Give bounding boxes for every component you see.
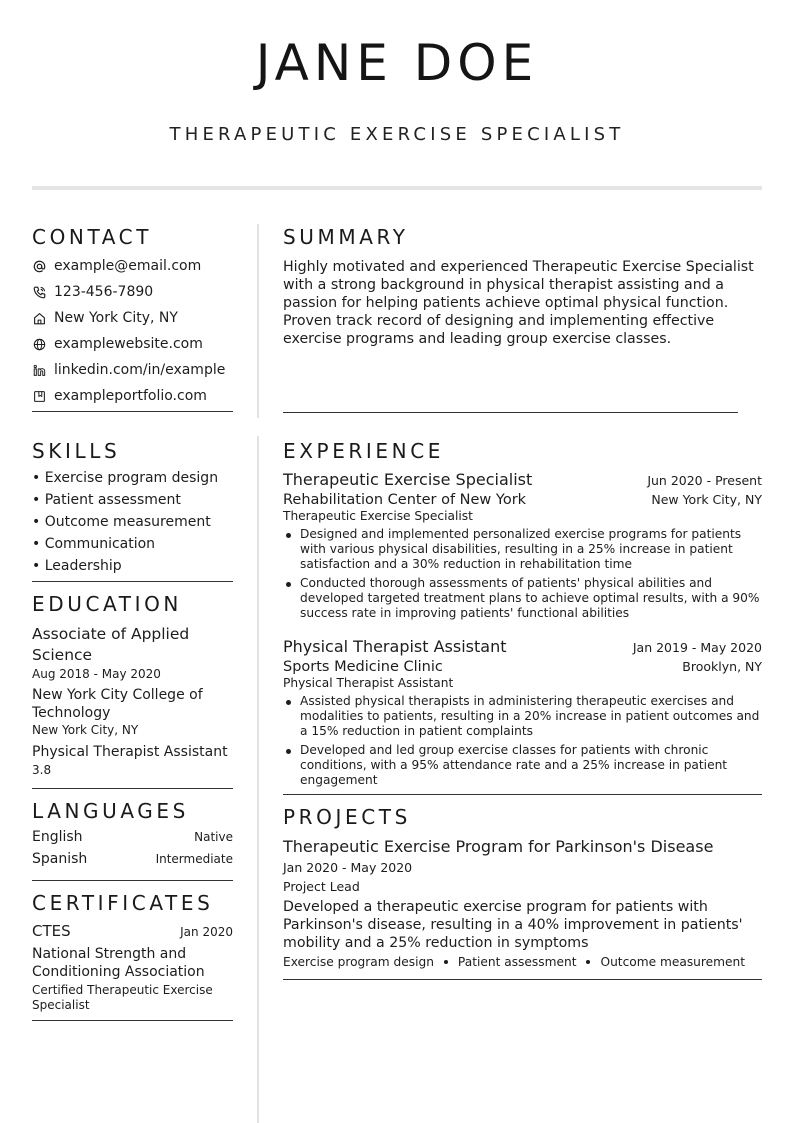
- portfolio-icon: [32, 389, 46, 403]
- tag-separator: [444, 960, 448, 964]
- language-name: English: [32, 829, 83, 845]
- languages-section: [32, 799, 233, 881]
- job-bullet: Conducted thorough assessments of patients' physical abilities and developed targeted treatment plans to achieve optimal results, with a 90% success rate in improving patients' functional abilities: [283, 576, 762, 621]
- contact-website-text: examplewebsite.com: [54, 336, 203, 352]
- candidate-name: JANE DOE: [255, 34, 539, 92]
- education-divider: [32, 788, 233, 789]
- right-column: [283, 224, 762, 980]
- languages-heading: LANGUAGES: [32, 799, 189, 823]
- experience-section: [283, 439, 762, 795]
- left-column: [32, 224, 233, 1021]
- experience-divider: [283, 794, 762, 795]
- project-role: Project Lead: [283, 879, 360, 894]
- contact-linkedin-text: linkedin.com/in/example: [54, 362, 226, 378]
- summary-section: [283, 225, 762, 413]
- skill-item: • Leadership: [32, 558, 122, 574]
- language-row: [32, 851, 233, 873]
- certificates-divider: [32, 1020, 233, 1021]
- education-gpa: 3.8: [32, 763, 52, 777]
- project-tag: Patient assessment: [457, 955, 577, 969]
- education-degree: Associate of Applied Science: [32, 625, 190, 664]
- skills-heading: SKILLS: [32, 439, 121, 463]
- certificates-heading: CERTIFICATES: [32, 891, 214, 915]
- language-level: Intermediate: [155, 852, 233, 866]
- job-bullet: Assisted physical therapists in administering therapeutic exercises and modalities to patients, resulting in a 20% increase in patient outcomes and a 15% reduction in patient complaints: [283, 694, 762, 739]
- contact-email[interactable]: [32, 253, 233, 279]
- projects-section: [283, 805, 762, 980]
- job-company: Rehabilitation Center of New York: [283, 492, 527, 508]
- certificate-full-name: Certified Therapeutic Exercise Specialist: [32, 983, 213, 1012]
- contact-list: [32, 253, 233, 409]
- project-title: Therapeutic Exercise Program for Parkinson's Disease: [283, 837, 714, 856]
- project-description: Developed a therapeutic exercise program for patients with Parkinson's disease, resulting in a 40% improvement in patients' mobility and a 25% reduction in symptoms: [283, 899, 743, 951]
- contact-phone-text: 123-456-7890: [54, 284, 154, 300]
- job-title: Therapeutic Exercise Specialist: [283, 470, 533, 489]
- home-icon: [32, 311, 46, 325]
- contact-section: [32, 225, 233, 412]
- certificate-name: CTES: [32, 922, 71, 940]
- project-tag: Exercise program design: [283, 955, 434, 969]
- contact-email-text: example@email.com: [54, 258, 202, 274]
- contact-phone[interactable]: [32, 279, 233, 305]
- experience-item: [283, 637, 762, 788]
- certificates-section: [32, 891, 233, 1021]
- certificate-date: Jan 2020: [180, 925, 233, 939]
- language-row: [32, 829, 233, 851]
- experience-item: [283, 470, 762, 621]
- project-dates: Jan 2020 - May 2020: [283, 860, 413, 875]
- phone-icon: [32, 285, 46, 299]
- skills-list: [32, 468, 233, 578]
- experience-heading: EXPERIENCE: [283, 439, 445, 463]
- education-location: New York City, NY: [32, 723, 139, 737]
- at-icon: [32, 259, 46, 273]
- summary-heading: SUMMARY: [283, 225, 409, 249]
- job-bullet: Developed and led group exercise classes for patients with chronic conditions, with a 95% attendance rate and a 25% increase in patient engagement: [283, 743, 762, 788]
- education-section: [32, 592, 233, 789]
- header-divider: [32, 186, 762, 190]
- project-tag: Outcome measurement: [600, 955, 746, 969]
- skill-item: • Communication: [32, 536, 156, 552]
- contact-divider: [32, 411, 233, 412]
- job-dates: Jun 2020 - Present: [647, 473, 762, 488]
- job-bullets: [283, 527, 762, 621]
- projects-divider: [283, 979, 762, 980]
- job-role: Physical Therapist Assistant: [283, 676, 454, 690]
- project-tags: [283, 955, 762, 969]
- language-name: Spanish: [32, 851, 88, 867]
- job-title: Physical Therapist Assistant: [283, 637, 507, 656]
- certificate-issuer: National Strength and Conditioning Association: [32, 946, 205, 980]
- job-title-heading: THERAPEUTIC EXERCISE SPECIALIST: [169, 124, 625, 145]
- job-bullet: Designed and implemented personalized exercise programs for patients with various physical disabilities, resulting in a 25% increase in patient satisfaction and a 30% reduction in rehabilitation time: [283, 527, 762, 572]
- tag-separator: [586, 960, 590, 964]
- projects-heading: PROJECTS: [283, 805, 411, 829]
- job-location: New York City, NY: [651, 492, 762, 507]
- languages-divider: [32, 880, 233, 881]
- skills-divider: [32, 581, 233, 582]
- summary-text: Highly motivated and experienced Therapeutic Exercise Specialist with a strong background in physical therapist assisting and a passion for helping patients achieve optimal physical function. Proven track record of designing and implementing effective exercise programs and leading group exercise classes.: [283, 259, 754, 347]
- skill-item: • Outcome measurement: [32, 514, 211, 530]
- contact-portfolio-text: exampleportfolio.com: [54, 388, 207, 404]
- language-level: Native: [194, 830, 233, 844]
- skills-section: [32, 439, 233, 582]
- job-dates: Jan 2019 - May 2020: [632, 640, 762, 655]
- job-company: Sports Medicine Clinic: [283, 659, 443, 675]
- certificate-row: [32, 922, 233, 944]
- summary-divider: [283, 412, 738, 413]
- skill-item: • Patient assessment: [32, 492, 181, 508]
- globe-icon: [32, 337, 46, 351]
- linkedin-icon: [32, 363, 46, 377]
- education-dates: Aug 2018 - May 2020: [32, 667, 161, 681]
- languages-list: [32, 829, 233, 873]
- contact-linkedin[interactable]: [32, 357, 233, 383]
- contact-location-text: New York City, NY: [54, 310, 178, 326]
- job-role: Therapeutic Exercise Specialist: [283, 509, 473, 523]
- education-heading: EDUCATION: [32, 592, 182, 616]
- education-school: New York City College of Technology: [32, 687, 203, 721]
- education-field: Physical Therapist Assistant: [32, 744, 228, 760]
- column-divider: [257, 224, 259, 1123]
- skill-item: • Exercise program design: [32, 470, 219, 486]
- job-bullets: [283, 694, 762, 788]
- contact-location: [32, 305, 233, 331]
- contact-heading: CONTACT: [32, 225, 153, 249]
- contact-website[interactable]: [32, 331, 233, 357]
- job-location: Brooklyn, NY: [682, 659, 762, 674]
- contact-portfolio[interactable]: [32, 383, 233, 409]
